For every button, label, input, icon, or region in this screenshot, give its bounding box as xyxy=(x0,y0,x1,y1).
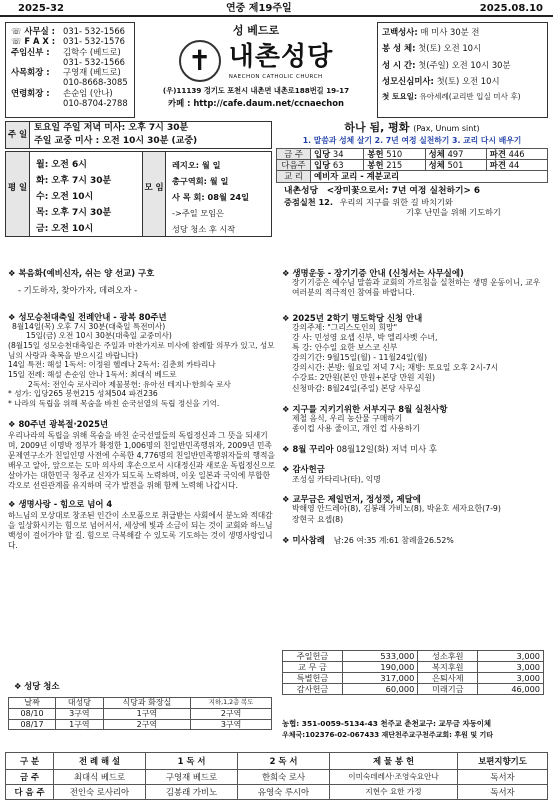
hymn-number: 34 xyxy=(332,148,344,159)
info-value: 첫(주일) 오전 10시 30분 xyxy=(418,59,511,70)
table-header-row xyxy=(6,753,548,770)
bank-account-2: 우체국:102376-02-067433 재단천주교구천주교회: 후원 및 기타 xyxy=(282,731,494,739)
bulletin-header xyxy=(0,0,553,17)
tithe-body xyxy=(282,504,548,524)
info-label: 첫 토요일: xyxy=(382,92,418,101)
table-cell: 3구역 xyxy=(191,719,272,730)
parish-patron: 성 베드로 xyxy=(232,24,280,37)
news-line: 박해영 안드레아(8), 김봉래 가비노(8), 박윤호 세자요한(7-9) xyxy=(292,504,501,514)
catechism-value: 예비자 교리 - 계분교리 xyxy=(311,171,548,182)
table-header: 1 독 서 xyxy=(146,753,238,770)
hymn-entrance-label: 입당 xyxy=(314,160,331,171)
hymn-number: 497 xyxy=(447,148,464,159)
table-header: 식당과 화장실 xyxy=(103,698,191,709)
table-header: 날짜 xyxy=(9,698,56,709)
news-title: 교무금은 제일먼저, 정성껏, 제달에 xyxy=(292,494,421,505)
saturday-mass: 토요일 주일 저녁 미사: 오후 7시 30분 xyxy=(34,123,189,133)
table-row xyxy=(6,785,548,800)
weekday-item: 목: 오후 7시 30분 xyxy=(36,208,112,218)
contact-label: 연령회장 : xyxy=(11,87,50,98)
weekday-item: 수: 오전 10시 xyxy=(36,192,94,202)
theme-title: 하나 됨, 평화 xyxy=(344,121,410,134)
issue-number: 2025-32 xyxy=(18,3,64,14)
cafe-link[interactable]: 카페 : http://cafe.daum.net/ccnaechon xyxy=(167,98,344,109)
parish-logo-area xyxy=(140,22,372,118)
hymn-number: 44 xyxy=(508,160,520,171)
liberation-title: ❖ 80주년 광복절·2025년 xyxy=(8,418,109,429)
news-line: (8월15일 성모승천대축일은 주일과 마찬가지로 미사에 참례할 의무가 있고, 성모님의 사랑과 축복을 받으시길 바랍니다) xyxy=(8,341,275,360)
earth-body xyxy=(282,414,548,434)
info-value: 첫(토) 오전 10시 xyxy=(418,43,482,54)
hymn-table xyxy=(276,148,548,183)
offering-label: 감사헌금 xyxy=(283,684,343,695)
offering-amount: 3,000 xyxy=(478,673,544,684)
meeting-label: 모 임 xyxy=(142,152,166,236)
meeting-item: 사 목 회: 08월 24일 xyxy=(172,192,250,202)
table-row xyxy=(283,662,544,673)
info-value: 유아세례(교리반 입실 미사 후) xyxy=(419,92,521,101)
table-header: 2 독 서 xyxy=(238,753,330,770)
sunday-mass-box xyxy=(5,121,272,149)
cleaning-table xyxy=(8,697,272,730)
offering-amount: 46,000 xyxy=(478,684,544,695)
life-love-body: 하느님의 모상대로 창조된 인간이 소모품으로 취급받는 사회에서 분노와 적대감을 일상화시키는 힘으로 넘어서서, 세상에 빛과 소금이 되는 것이 교회와 하느님 백성이 걸어가야 할 길. 힘으로 극복해갈 수 있도록 기도하는 것이 생명사랑입니다. xyxy=(8,511,273,551)
contact-label: ☏ 사무실 : xyxy=(11,26,55,36)
contact-box xyxy=(5,22,135,118)
info-label: 봉 성 체: xyxy=(382,43,416,54)
weekday-item: 월: 오전 6시 xyxy=(36,160,87,170)
organ-donation-body: 장기기증은 예수님 말씀과 교회의 가르침을 실천하는 생명 운동이니, 교우 여러분의 적극적인 참여를 바랍니다. xyxy=(292,278,541,298)
table-cell: 08/17 xyxy=(9,719,56,730)
info-label: 성모신심미사: xyxy=(382,75,434,86)
table-cell: 유영숙 루시아 xyxy=(238,785,330,800)
contact-label: 주임신부 : xyxy=(11,46,50,57)
table-header: 전 례 해 설 xyxy=(54,753,146,770)
contact-value: 구영재 (베드로) xyxy=(63,67,121,77)
table-cell: 한희숙 로사 xyxy=(238,770,330,785)
table-cell: 이미숙데레사·조영숙요안나 xyxy=(330,770,458,785)
practice-text: 우리의 지구를 위한 길 바치기와 xyxy=(339,197,453,208)
contact-value: 031- 532-1566 xyxy=(63,56,125,67)
ministry-schedule-table xyxy=(5,752,548,800)
thanks-body: 조성심 카타리나(타), 익명 xyxy=(292,474,381,484)
earth-title: ❖ 지구를 지키기위한 서부지구 8월 실천사항 xyxy=(282,403,448,414)
theme-subtitle: (Pax, Unum sint) xyxy=(413,124,480,133)
liberation-body: 우리나라의 독립을 위해 목숨을 바친 순국선열들의 독립정신과 그 뜻을 되새기며, 2009년 이명박 정부가 확정한 1,006명의 친일반민족행위자, 2009년 민족문제연구소가 친일인명 사전에 수록한 4,776명의 친일반민족행위자들의 행적을 배우고 알아, 앞으로는 도마 의사의 후손으로서 시대정신과 새로운 독립정신으로 살아가는 대한민국 청주교 신자가 되도록 노력하며, 이웃 일본과 국익에 부합한 각오로 선린관계를 유지하며 국가 발전을 위해 함께 노력해 나갑시다. xyxy=(8,430,276,490)
news-line: 14일 특전: 해설 1독서: 이정원 헬레나 2독서: 김춘희 카타리나 xyxy=(8,360,216,370)
news-line: * 나라의 독립을 위해 목숨을 바친 순국선열의 독립 정신을 기억. xyxy=(8,398,220,408)
news-line: * 성가: 입당265 봉헌215 성체504 파견236 xyxy=(8,389,158,399)
info-label: 고백성사: xyxy=(382,27,418,37)
tithe-title: ❖ 교무금은 제일먼저, 정성껏, 제달에 xyxy=(282,494,421,505)
contact-value: 010-8704-2788 xyxy=(63,97,128,108)
attendance-item: ❖ 미사참례 남:26 여:35 계:61 참례율26.52% xyxy=(282,534,454,545)
offering-label: 미래기금 xyxy=(418,684,478,695)
cleaning-label: 성당 청소 xyxy=(24,681,60,691)
hymn-row-label: 다음주 xyxy=(277,160,311,171)
weekday-label: 평 일 xyxy=(6,152,30,236)
motto-label: 내촌성당 xyxy=(284,185,318,196)
table-row xyxy=(283,673,544,684)
parish-address: (우)11139 경기도 포천시 내촌면 내촌로188번길 19-17 xyxy=(162,86,350,96)
sunday-label: 주 일 xyxy=(6,122,30,148)
table-cell: 최대식 베드로 xyxy=(54,770,146,785)
sunday-mass: 주일 교중 미사 : 오전 10시 30분 (교중) xyxy=(34,136,198,146)
news-title: 8월 꾸리아 xyxy=(292,444,334,455)
organ-donation-title: ❖ 생명운동 - 장기기증 안내 (신청서는 사무실에) xyxy=(282,268,464,278)
contact-list xyxy=(10,26,130,108)
table-cell: 1구역 xyxy=(56,719,103,730)
news-line: 강 사: 민성영 요셉 신부, 박 엘리사벳 수녀, xyxy=(292,332,438,342)
table-cell: 3구역 xyxy=(56,708,103,719)
hymn-number: 63 xyxy=(332,160,344,171)
hymn-recessional-label: 파견 xyxy=(489,148,506,159)
sacrament-info xyxy=(377,22,548,118)
offering-label: 복지후원 xyxy=(418,662,478,673)
bank-account-1: 농협: 351-0059-5134-43 천주교 춘천교구: 교무금 자동이체 xyxy=(282,719,492,728)
liturgical-week: 연중 제19주일 xyxy=(226,3,292,14)
table-cell: 2구역 xyxy=(191,708,272,719)
table-row xyxy=(6,770,548,785)
news-title: 2025년 2학기 명도학당 신청 안내 xyxy=(292,312,423,323)
contact-value: 031- 532-1566 xyxy=(63,26,125,36)
hymn-number: 446 xyxy=(508,148,525,159)
parish-motto xyxy=(276,186,548,197)
hymn-communion-label: 성체 xyxy=(428,148,445,159)
assumption-body xyxy=(8,322,276,409)
hymn-row-label: 금 주 xyxy=(277,148,311,159)
meeting-item: ->주일 모임은 xyxy=(172,208,224,218)
curia-item: ❖ 8월 꾸리아 08월12일(화) 저녁 미사 후 xyxy=(282,444,438,455)
news-line: 수강료: 2만원(본인 만원+본당 만원 지원) xyxy=(292,373,436,383)
news-line: 특 강: 안수일 요한 보스코 신부 xyxy=(292,343,398,352)
meeting-item: 총구역회: 월 일 xyxy=(172,176,229,186)
hymn-offertory-label: 봉헌 xyxy=(367,148,384,159)
offering-amount: 3,000 xyxy=(478,662,544,673)
news-title: 지구를 지키기위한 서부지구 8월 실천사항 xyxy=(292,403,448,414)
table-row xyxy=(283,684,544,695)
info-value: 매 미사 30분 전 xyxy=(420,27,480,37)
parish-name-en: NAECHON CATHOLIC CHURCH xyxy=(228,73,323,80)
assumption-title: ❖ 성모승천대축일 전례안내 - 광복 80주년 xyxy=(8,311,167,322)
contact-label: 사목회장 : xyxy=(11,67,50,77)
key-practice xyxy=(276,197,548,207)
table-cell: 김봉래 가비노 xyxy=(146,785,238,800)
table-cell: 전인숙 로사리아 xyxy=(54,785,146,800)
weekday-item: 금: 오전 10시 xyxy=(36,224,94,234)
evangelization-title: ❖ 복음화(예비신자, 쉬는 양 선교) 구호 xyxy=(8,268,155,278)
hymn-recessional-label: 파견 xyxy=(489,160,506,171)
news-title: 복음화(예비신자, 쉬는 양 선교) 구호 xyxy=(18,268,155,278)
catechism-label: 교 리 xyxy=(277,171,311,182)
offering-label: 주일헌금 xyxy=(283,651,343,662)
pastoral-aims: 1. 말씀과 성체 살기 2. 7년 여정 실천하기 3. 교리 다시 배우기 xyxy=(302,136,522,146)
bulletin-date: 2025.08.10 xyxy=(479,3,543,14)
table-cell: 08/10 xyxy=(9,708,56,719)
offering-table xyxy=(282,650,544,695)
news-line: 강의주제: "그리스도인의 희망" xyxy=(292,322,398,332)
meeting-item: 레지오: 월 일 xyxy=(172,160,221,170)
hymn-number: 510 xyxy=(386,148,403,159)
contact-label: ☏ F A X : xyxy=(11,36,56,47)
info-label: 성 시 간: xyxy=(382,59,416,70)
reading-panel xyxy=(276,121,548,237)
table-row xyxy=(283,651,544,662)
contact-value: 010-8668-3085 xyxy=(63,77,128,88)
curia-text: 08월12일(화) 저녁 미사 후 xyxy=(336,444,438,455)
news-title: 80주년 광복절·2025년 xyxy=(18,418,109,429)
news-line: 15일 전례: 해설 손순임 안나 1독서: 최대식 베드로 xyxy=(8,369,177,379)
offering-label: 교 무 금 xyxy=(283,662,343,673)
news-title: 미사참례 xyxy=(292,534,325,545)
offering-label: 은퇴사제 xyxy=(418,673,478,684)
offering-amount: 60,000 xyxy=(343,684,418,695)
table-cell: 1구역 xyxy=(103,708,191,719)
practice-text-2: 기후 난민을 위해 기도하기 xyxy=(406,207,501,218)
church-emblem-icon: ✝ xyxy=(179,40,221,82)
hymn-number: 501 xyxy=(447,160,464,171)
hymn-offertory-label: 봉헌 xyxy=(367,160,384,171)
offering-label: 특별헌금 xyxy=(283,673,343,684)
evangelization-slogan: - 기도하자, 찾아가자, 데려오자 - xyxy=(18,285,138,296)
hymn-communion-label: 성체 xyxy=(428,160,445,171)
table-cell: 독서자 xyxy=(458,785,548,800)
offering-amount: 190,000 xyxy=(343,662,418,673)
news-line: 강의기간: 9월15일(월) - 11월24일(월) xyxy=(292,353,428,363)
table-cell: 금 주 xyxy=(6,770,54,785)
hymn-number: 215 xyxy=(386,160,403,171)
left-news-column xyxy=(8,262,276,551)
news-line: 강의시간: 본방: 월요일 저녁 7시; 재방: 토요일 오후 2시-7시 xyxy=(292,363,499,373)
table-header: 지하,1,2층 복도 xyxy=(191,698,272,709)
table-header: 제 물 봉 헌 xyxy=(330,753,458,770)
offering-amount: 317,000 xyxy=(343,673,418,684)
hymn-entrance-label: 입당 xyxy=(314,148,331,159)
news-line: 신청마감: 8월24일(주일) 본당 사무실 xyxy=(292,383,421,393)
news-line: 8월14일(목) 오후 7시 30분(대축일 특전미사) xyxy=(12,321,166,331)
news-line: 종이컵 사용 줄이고, 개인 컵 사용하기 xyxy=(292,424,420,433)
news-title: 감사헌금 xyxy=(292,464,325,475)
meeting-item: 성당 청소 후 시작 xyxy=(172,224,236,234)
table-row xyxy=(9,708,272,719)
meeting-list xyxy=(172,157,249,237)
offering-amount: 533,000 xyxy=(343,651,418,662)
practice-label: 중점실천 12. xyxy=(284,197,333,208)
contact-value: 031- 532-1576 xyxy=(63,36,125,47)
cleaning-title: ❖ 성당 청소 xyxy=(14,681,60,691)
weekday-list xyxy=(36,157,111,237)
table-row xyxy=(9,719,272,730)
attendance-text: 남:26 여:35 계:61 참례율26.52% xyxy=(333,535,454,545)
news-line: 2독서: 전인숙 로사리아 제물봉헌: 유아선 테지나·한희숙 로사 xyxy=(28,379,231,389)
table-cell: 독서자 xyxy=(458,770,548,785)
weekday-mass-box xyxy=(5,151,272,237)
table-header: 대성당 xyxy=(56,698,103,709)
school-body xyxy=(282,323,548,394)
table-cell: 다 음 주 xyxy=(6,785,54,800)
offering-amount: 3,000 xyxy=(478,651,544,662)
contact-value: 손순임 (안나) xyxy=(63,87,113,98)
news-title: 성모승천대축일 전례안내 - 광복 80주년 xyxy=(18,311,167,322)
contact-value: 김학수 (베드로) xyxy=(63,46,121,57)
news-title: 생명운동 - 장기기증 안내 (신청서는 사무실에) xyxy=(292,268,464,278)
table-header: 구 분 xyxy=(6,753,54,770)
offering-label: 성소후원 xyxy=(418,651,478,662)
info-value: 첫(토) 오전 10시 xyxy=(436,75,500,86)
right-news-column xyxy=(282,262,548,545)
pastoral-theme xyxy=(276,121,548,134)
table-cell: 구영재 베드로 xyxy=(146,770,238,785)
news-line: 15일(금) 오전 10시 30분(대축일 교중미사) xyxy=(26,331,172,341)
table-cell: 지현수 요한 가정 xyxy=(330,785,458,800)
parish-name: 내촌성당 xyxy=(228,42,334,73)
thanks-title: ❖ 감사헌금 xyxy=(282,464,325,475)
news-line: 제철 음식, 우리 농산물 구매하기 xyxy=(292,413,403,423)
weekday-item: 화: 오후 7시 30분 xyxy=(36,176,112,186)
table-cell: 2구역 xyxy=(103,719,191,730)
news-line: 장현국 요셉(8) xyxy=(292,514,344,524)
motto-text: <장미꽃으로서: 7년 여정 실천하기> 6 xyxy=(326,185,481,196)
life-love-title: ❖ 생명사랑 - 힘으로 넘어 4 xyxy=(8,498,113,509)
school-title: ❖ 2025년 2학기 명도학당 신청 안내 xyxy=(282,312,423,323)
table-header: 보편지향기도 xyxy=(458,753,548,770)
news-title: 생명사랑 - 힘으로 넘어 4 xyxy=(18,498,113,509)
